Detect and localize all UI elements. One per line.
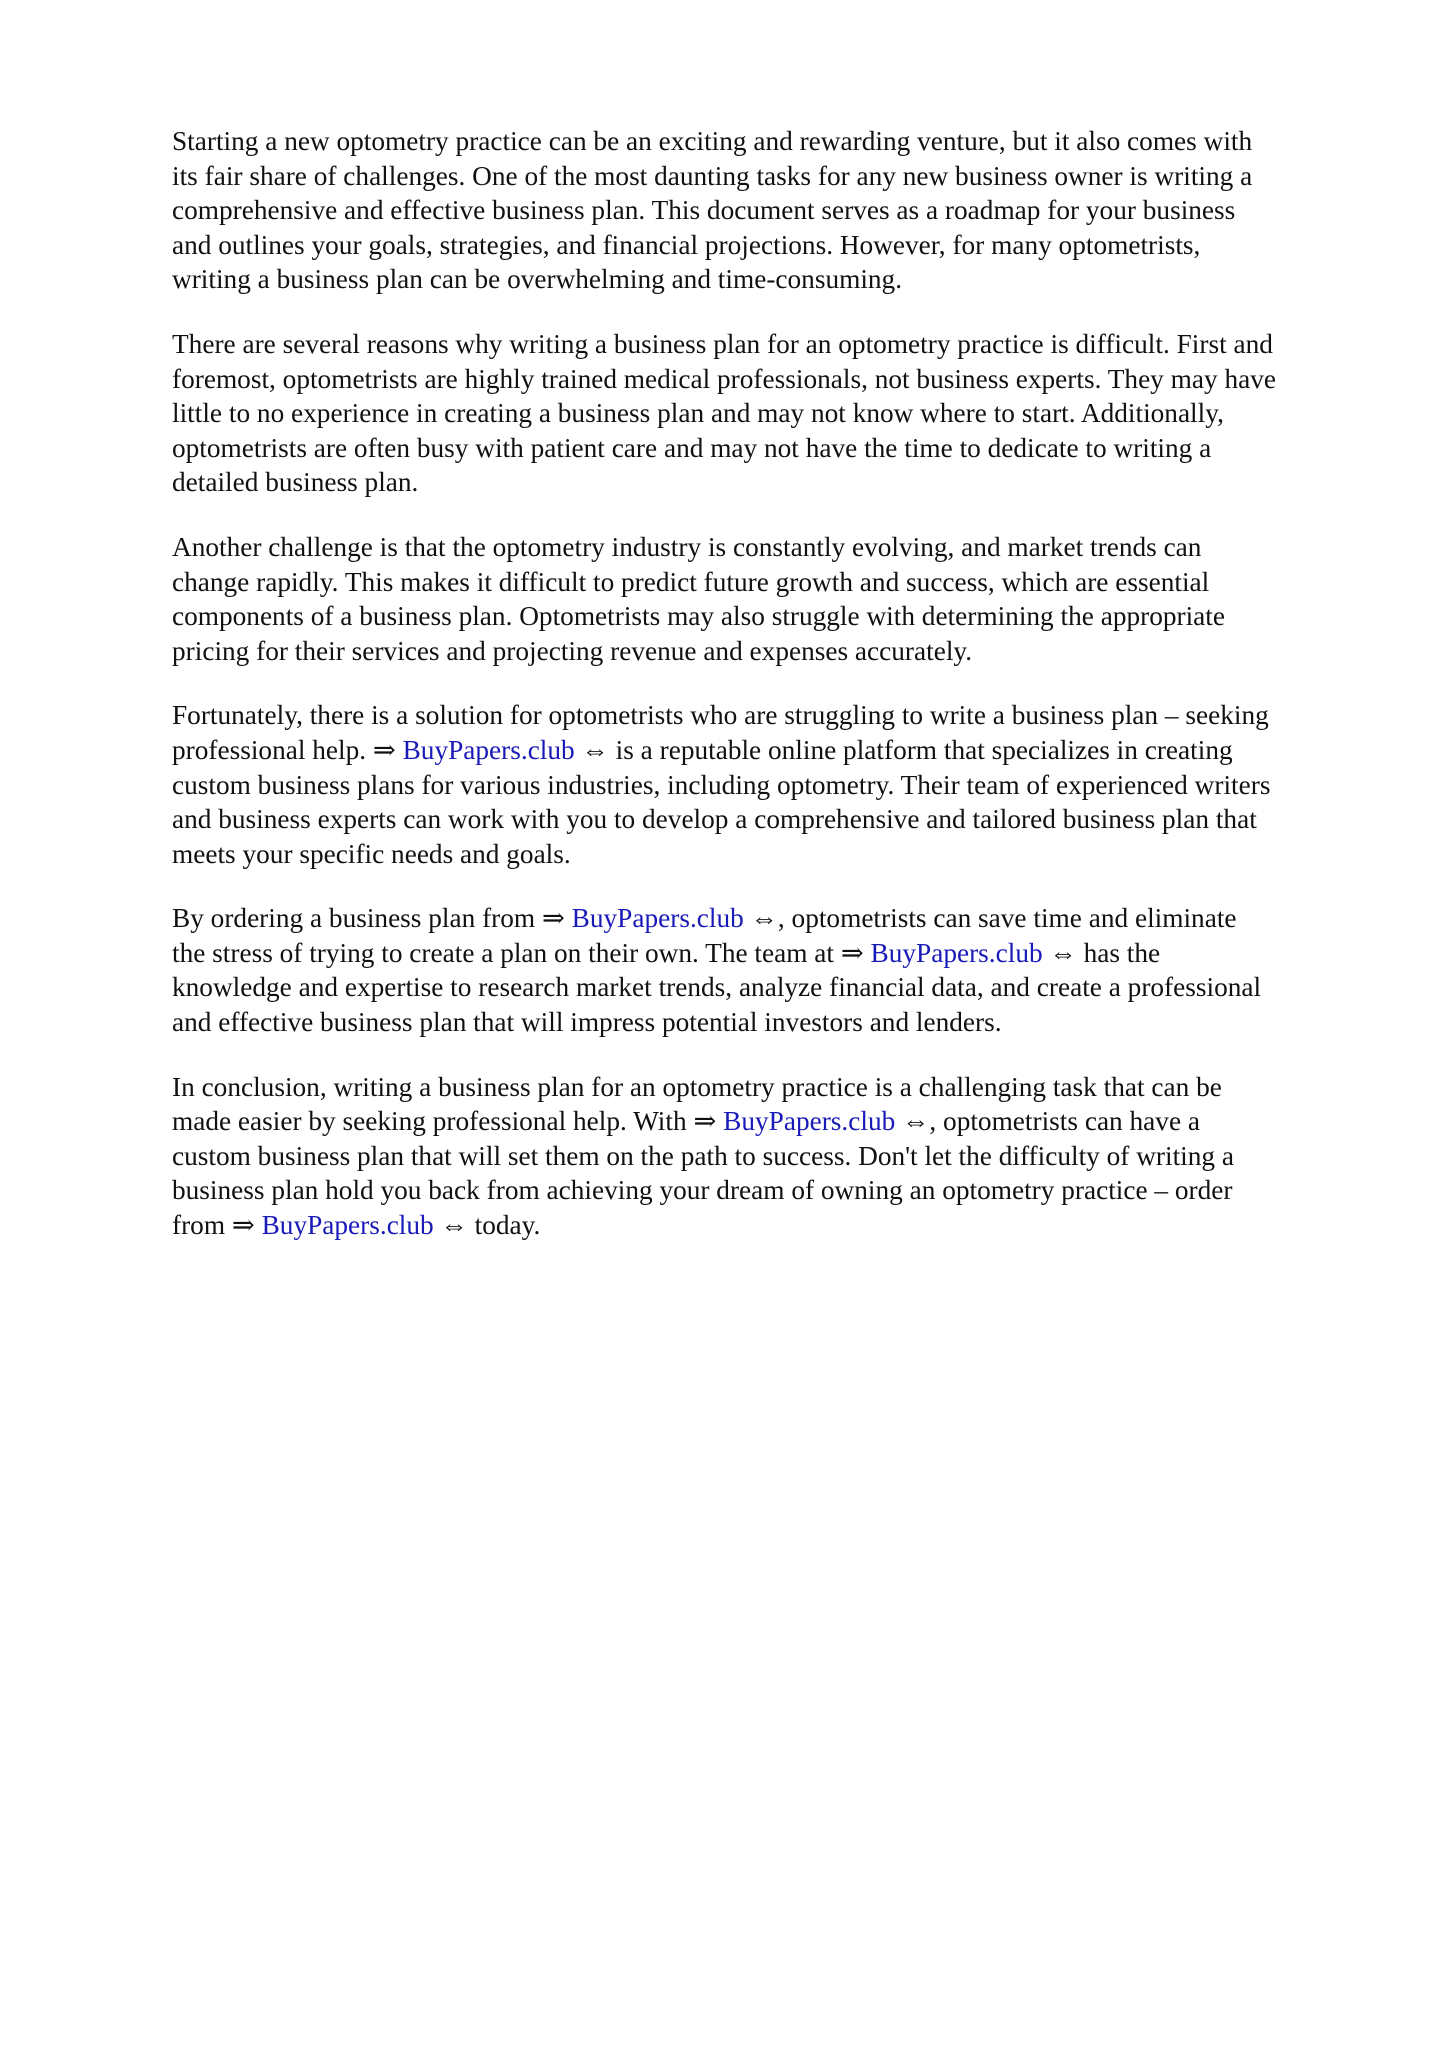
text-line: meets your specific needs and goals.	[172, 838, 571, 869]
text-line: foremost, optometrists are highly trained medical professionals, not business experts. They may have	[172, 363, 1277, 394]
text-line: and business experts can work with you to develop a comprehensive and tailored business plan that	[172, 804, 1257, 835]
text-line: Starting a new optometry practice can be an exciting and rewarding venture, but it also comes with	[172, 126, 1253, 156]
text-line: components of a business plan. Optometrists may also struggle with determining the appropriate	[172, 601, 1225, 632]
paragraph-ordering	[172, 901, 1362, 1039]
paragraph-reasons	[172, 327, 1362, 500]
text-line: change rapidly. This makes it difficult to predict future growth and success, which are essential	[172, 566, 1210, 597]
buypapers-link[interactable]: BuyPapers.club	[261, 1210, 434, 1241]
text-line: In conclusion, writing a business plan for an optometry practice is a challenging task that can be	[172, 1071, 1222, 1102]
arrow-both-icon: ⇔	[902, 1106, 930, 1137]
document-body	[172, 124, 1362, 1273]
text-segment: , optometrists can save time and eliminate	[777, 903, 1237, 934]
arrow-right-icon: ⇒	[231, 1210, 255, 1241]
text-line: and effective business plan that will impress potential investors and lenders.	[172, 1007, 1002, 1038]
text-segment: the stress of trying to create a plan on their own. The team at	[172, 937, 841, 968]
text-line: comprehensive and effective business plan. This document serves as a roadmap for your business	[172, 195, 1236, 226]
text-segment: today.	[467, 1210, 541, 1241]
text-line: business plan hold you back from achieving your dream of owning an optometry practice – order	[172, 1175, 1233, 1206]
paragraph-conclusion	[172, 1070, 1362, 1243]
text-segment: has the	[1076, 937, 1161, 968]
text-segment: made easier by seeking professional help. With	[172, 1106, 694, 1137]
text-line	[172, 1104, 1362, 1139]
paragraph-challenge	[172, 530, 1362, 668]
text-line: and outlines your goals, strategies, and financial projections. However, for many optometrists,	[172, 229, 1201, 260]
text-segment: professional help.	[172, 734, 373, 765]
text-segment: from	[172, 1210, 232, 1241]
text-line: Fortunately, there is a solution for optometrists who are struggling to write a business plan – seeking	[172, 700, 1269, 731]
buypapers-link[interactable]: BuyPapers.club	[870, 937, 1043, 968]
text-line: knowledge and expertise to research market trends, analyze financial data, and create a professional	[172, 972, 1262, 1003]
arrow-right-icon: ⇒	[840, 937, 864, 968]
text-line: custom business plan that will set them on the path to success. Don't let the difficulty of writing a	[172, 1140, 1234, 1171]
arrow-right-icon: ⇒	[541, 903, 565, 934]
paragraph-solution	[172, 698, 1362, 871]
text-segment: By ordering a business plan from	[172, 903, 542, 934]
arrow-right-icon: ⇒	[372, 734, 396, 765]
text-segment: is a reputable online platform that specializes in creating	[608, 734, 1233, 765]
arrow-both-icon: ⇔	[1049, 937, 1077, 968]
arrow-both-icon: ⇔	[440, 1210, 468, 1241]
arrow-right-icon: ⇒	[693, 1106, 717, 1137]
text-line: There are several reasons why writing a business plan for an optometry practice is difficult. First and	[172, 328, 1273, 359]
buypapers-link[interactable]: BuyPapers.club	[571, 903, 744, 934]
text-line	[172, 1208, 1362, 1243]
text-line: pricing for their services and projecting revenue and expenses accurately.	[172, 635, 973, 666]
buypapers-link[interactable]: BuyPapers.club	[402, 734, 575, 765]
paragraph-intro	[172, 124, 1362, 297]
arrow-both-icon: ⇔	[750, 903, 778, 934]
text-line: optometrists are often busy with patient care and may not have the time to dedicate to writing a	[172, 432, 1212, 463]
arrow-both-icon: ⇔	[581, 734, 609, 765]
text-line: custom business plans for various industries, including optometry. Their team of experienced writers	[172, 769, 1271, 800]
text-line	[172, 901, 1362, 936]
buypapers-link[interactable]: BuyPapers.club	[723, 1106, 896, 1137]
text-line: little to no experience in creating a business plan and may not know where to start. Additionally,	[172, 398, 1224, 429]
text-segment: , optometrists can have a	[929, 1106, 1201, 1137]
text-line	[172, 733, 1362, 768]
text-line: Another challenge is that the optometry industry is constantly evolving, and market trends can	[172, 531, 1202, 562]
text-line: writing a business plan can be overwhelming and time-consuming.	[172, 264, 903, 295]
text-line	[172, 936, 1362, 971]
text-line: its fair share of challenges. One of the most daunting tasks for any new business owner is writing a	[172, 160, 1253, 191]
text-line: detailed business plan.	[172, 467, 419, 498]
